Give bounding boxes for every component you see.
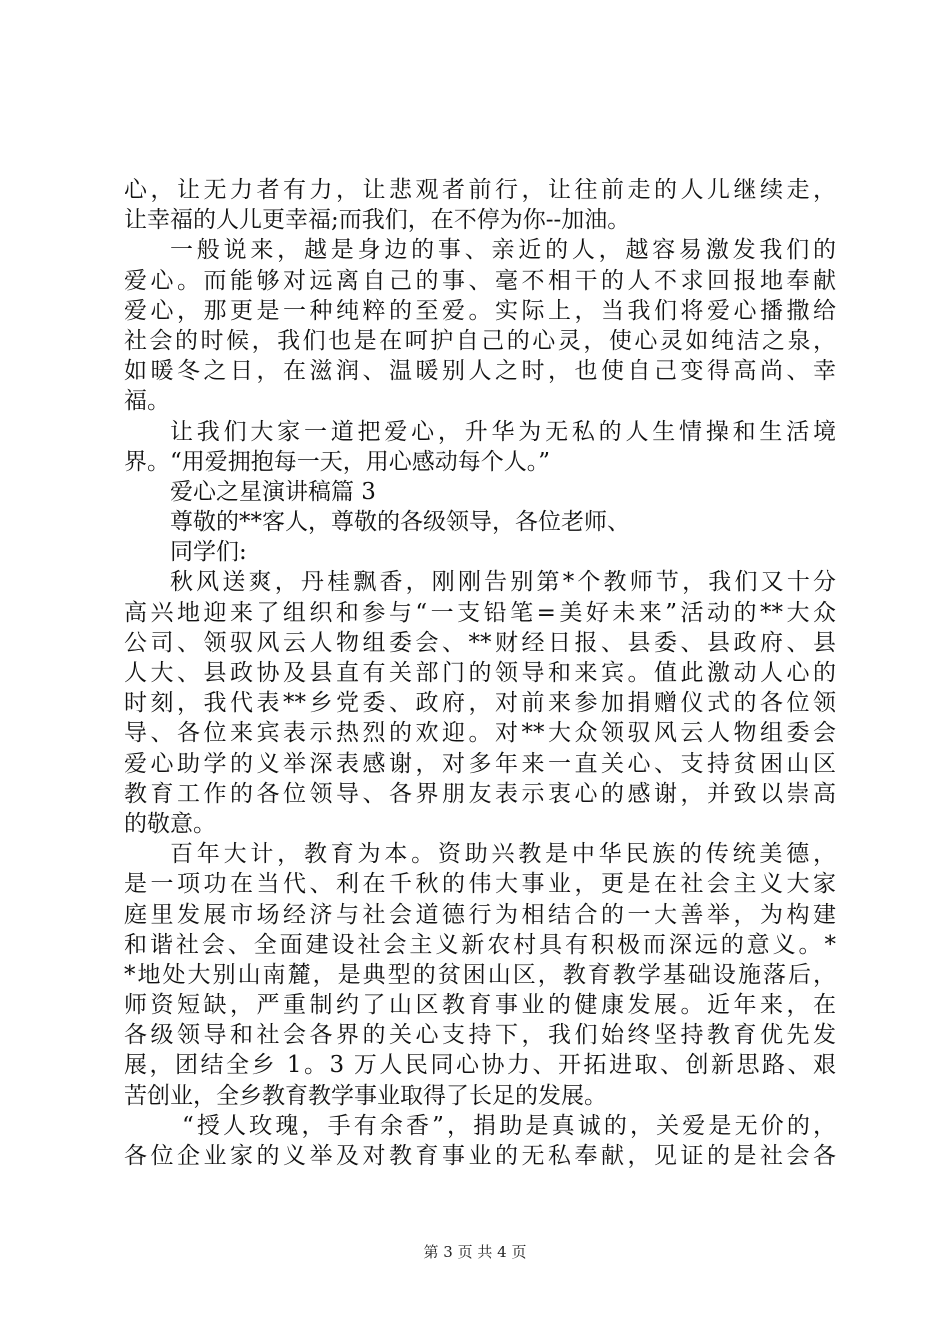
salutation-line: 同学们: <box>170 539 247 566</box>
text-line: 百年大计，教育为本。资助兴教是中华民族的传统美德， <box>170 841 836 868</box>
text-line: 苦创业，全乡教育教学事业取得了长足的发展。 <box>124 1082 607 1109</box>
text-line: 让幸福的人儿更幸福;而我们，在不停为你--加油。 <box>124 207 631 234</box>
text-line: 爱心，那更是一种纯粹的至爱。实际上，当我们将爱心播撒给 <box>124 297 836 324</box>
section-heading: 爱心之星演讲稿篇 3 <box>170 478 376 505</box>
text-line: 让我们大家一道把爱心，升华为无私的人生情操和生活境 <box>170 418 836 445</box>
text-line: 师资短缺，严重制约了山区教育事业的健康发展。近年来，在 <box>124 992 836 1019</box>
text-line: 高兴地迎来了组织和参与“一支铅笔=美好未来”活动的**大众 <box>124 599 836 626</box>
text-line: “授人玫瑰，手有余香”，捐助是真诚的，关爱是无价的， <box>182 1112 836 1139</box>
text-line: 各位企业家的义举及对教育事业的无私奉献，见证的是社会各 <box>124 1143 836 1169</box>
text-line: 界。“用爱拥抱每一天，用心感动每个人。” <box>124 448 551 475</box>
text-line: *地处大别山南麓，是典型的贫困山区，教育教学基础设施落后， <box>124 961 836 988</box>
text-line: 社会的时候，我们也是在呵护自己的心灵，使心灵如纯洁之泉， <box>124 327 836 354</box>
text-line: 是一项功在当代、利在千秋的伟大事业，更是在社会主义大家 <box>124 871 836 898</box>
salutation-line: 尊敬的**客人，尊敬的各级领导，各位老师、 <box>170 509 630 536</box>
text-line: 的敬意。 <box>124 810 216 837</box>
text-line: 公司、领驭风云人物组委会、**财经日报、县委、县政府、县 <box>124 629 836 656</box>
text-line: 如暖冬之日，在滋润、温暖别人之时，也使自己变得高尚、幸 <box>124 358 836 385</box>
text-line: 心，让无力者有力，让悲观者前行，让往前走的人儿继续走， <box>124 177 836 203</box>
text-line: 庭里发展市场经济与社会道德行为相结合的一大善举，为构建 <box>124 901 836 928</box>
page-number: 第 3 页 共 4 页 <box>423 1243 527 1261</box>
page-footer <box>0 1242 950 1262</box>
text-line: 秋风送爽，丹桂飘香，刚刚告别第*个教师节，我们又十分 <box>170 569 836 596</box>
text-line: 教育工作的各位领导、各界朋友表示衷心的感谢，并致以崇高 <box>124 780 836 807</box>
text-line: 爱心。而能够对远离自己的事、毫不相干的人不求回报地奉献 <box>124 267 836 294</box>
text-line: 福。 <box>124 388 170 415</box>
text-line: 人大、县政协及县直有关部门的领导和来宾。值此激动人心的 <box>124 660 836 686</box>
text-line: 一般说来，越是身边的事、亲近的人，越容易激发我们的 <box>170 237 836 264</box>
document-body <box>124 175 836 1171</box>
text-line: 导、各位来宾表示热烈的欢迎。对**大众领驭风云人物组委会 <box>124 720 836 747</box>
text-line: 时刻，我代表**乡党委、政府，对前来参加捐赠仪式的各位领 <box>124 690 836 717</box>
text-line: 各级领导和社会各界的关心支持下，我们始终坚持教育优先发 <box>124 1022 836 1049</box>
text-line: 和谐社会、全面建设社会主义新农村具有积极而深远的意义。* <box>124 931 836 958</box>
text-line: 展，团结全乡 1。3 万人民同心协力、开拓进取、创新思路、艰 <box>124 1052 836 1079</box>
text-line: 爱心助学的义举深表感谢，对多年来一直关心、支持贫困山区 <box>124 750 836 777</box>
